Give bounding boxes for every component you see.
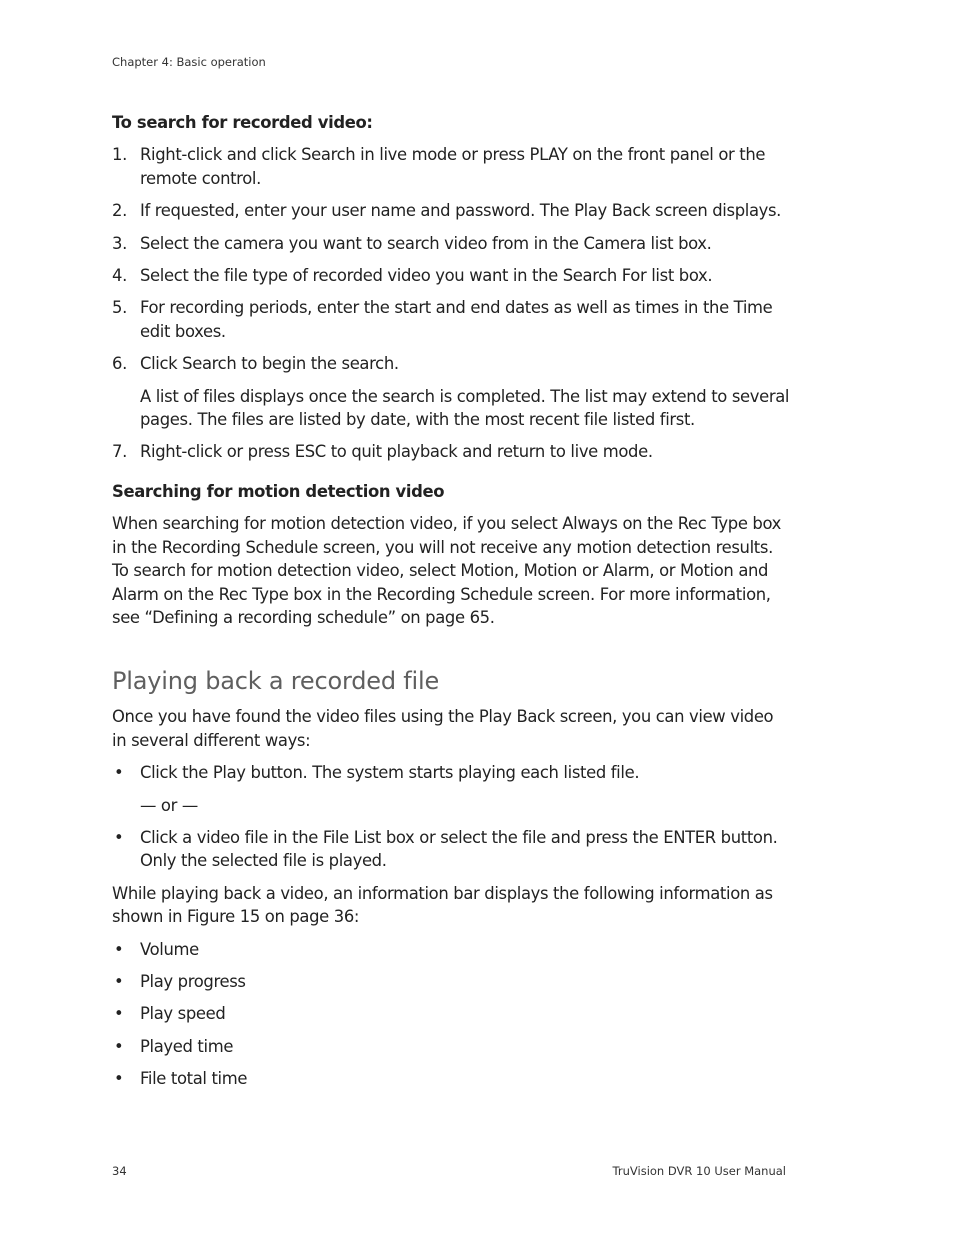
running-header: Chapter 4: Basic operation: [112, 55, 266, 69]
or-separator: — or —: [140, 795, 198, 815]
step-6-note: A list of files displays once the search is completed. The list may extend to several pages. The files are listed by date, with the most recent file listed first.: [140, 386, 790, 430]
list-item: • Play speed: [112, 1002, 792, 1025]
list-item: 3. Select the camera you want to search video from in the Camera list box.: [112, 233, 712, 253]
bullet-icon: •: [114, 971, 124, 991]
playback-options-list: [112, 761, 792, 784]
info-bar-intro: While playing back a video, an information bar displays the following information as shown in Figure 15 on page 36:: [112, 883, 773, 927]
bullet-icon: •: [114, 827, 124, 847]
motion-paragraph: When searching for motion detection video, if you select Always on the Rec Type box in the Recording Schedule screen, you will not receive any motion detection results. To search for motion detection video, select Motion, Motion or Alarm, or Motion and Alarm on the Rec Type box in the Recording Schedule screen. For more information, see “Defining a recording schedule” on page 65.: [112, 514, 781, 627]
search-steps-list-continued: [112, 440, 792, 463]
manual-title: TruVision DVR 10 User Manual: [612, 1164, 786, 1178]
bullet-icon: •: [114, 1069, 124, 1089]
info-bar-items-list: [112, 938, 792, 1091]
list-item: • Played time: [112, 1035, 792, 1058]
motion-subheading: Searching for motion detection video: [112, 481, 445, 501]
list-item: 5. For recording periods, enter the start and end dates as well as times in the Time edit boxes.: [112, 298, 773, 341]
page-number: 34: [112, 1164, 127, 1178]
list-item: 1. Right-click and click Search in live mode or press PLAY on the front panel or the remote control.: [112, 145, 766, 188]
list-item: • Click a video file in the File List box or select the file and press the ENTER button. Only the selected file is played.: [114, 827, 778, 871]
section-heading: Playing back a recorded file: [112, 667, 440, 696]
page-content: [112, 111, 792, 1100]
list-item: 6. Click Search to begin the search.: [112, 354, 399, 374]
playback-intro: Once you have found the video files using the Play Back screen, you can view video in several different ways:: [112, 707, 774, 750]
list-item: • Play progress: [112, 970, 792, 993]
playback-options-list-continued: [112, 826, 792, 873]
list-item: • Volume: [112, 938, 792, 961]
bullet-icon: •: [114, 763, 124, 783]
bullet-icon: •: [114, 1036, 124, 1056]
list-item: 2. If requested, enter your user name and password. The Play Back screen displays.: [112, 201, 782, 221]
list-item: 7. Right-click or press ESC to quit playback and return to live mode.: [112, 442, 653, 462]
procedure-title: To search for recorded video:: [112, 113, 373, 132]
bullet-icon: •: [114, 1004, 124, 1024]
list-item: • File total time: [112, 1067, 792, 1090]
search-steps-list: [112, 143, 792, 375]
list-item: 4. Select the file type of recorded video you want in the Search For list box.: [112, 266, 713, 286]
bullet-icon: •: [114, 939, 124, 959]
list-item: • Click the Play button. The system starts playing each listed file.: [112, 761, 792, 784]
